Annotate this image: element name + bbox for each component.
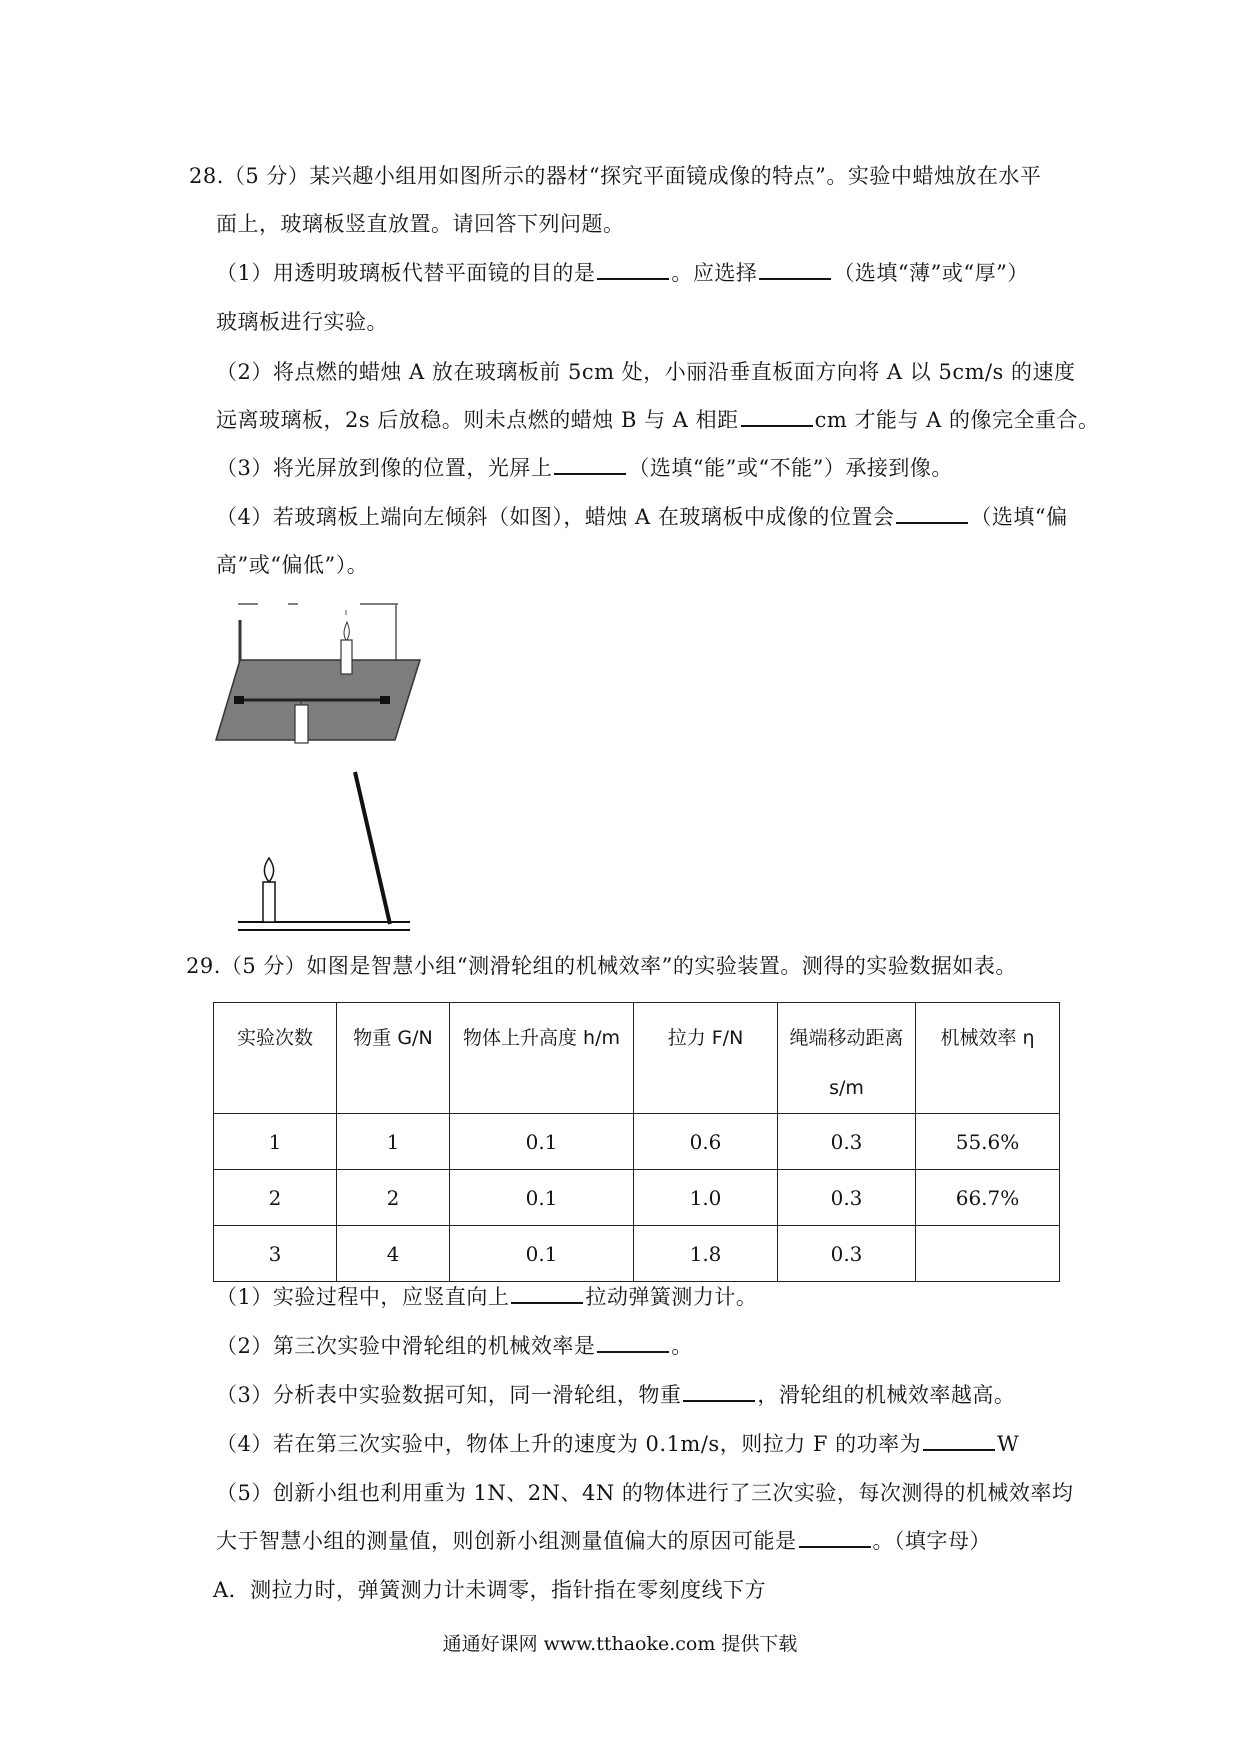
q29-part3-text-a: （3）分析表中实验数据可知，同一滑轮组，物重 [216, 1383, 682, 1407]
table-cell: 0.3 [778, 1226, 916, 1282]
q29-part3 [216, 1380, 1015, 1410]
q28-part3-text-a: （3）将光屏放到像的位置，光屏上 [216, 456, 553, 480]
q29-stem: 29.（5 分）如图是智慧小组“测滑轮组的机械效率”的实验装置。测得的实验数据如表。 [186, 954, 1017, 978]
page-footer: 通通好课网 www.tthaoke.com 提供下载 [442, 1633, 798, 1655]
answer-blank[interactable] [597, 1331, 669, 1353]
table-row [214, 1226, 1060, 1282]
q29-part1-text-a: （1）实验过程中，应竖直向上 [216, 1285, 510, 1309]
table-cell: 0.6 [634, 1114, 778, 1170]
q29-part5-text-b: 。（填字母） [872, 1529, 991, 1553]
answer-blank[interactable] [511, 1282, 583, 1304]
table-row [214, 1170, 1060, 1226]
efficiency-answer-cell[interactable] [916, 1226, 1060, 1282]
q28-part1-line2: 玻璃板进行实验。 [216, 310, 388, 334]
q29-option-a: A．测拉力时，弹簧测力计未调零，指针指在零刻度线下方 [213, 1578, 767, 1602]
q29-part4-text-a: （4）若在第三次实验中，物体上升的速度为 0.1m/s，则拉力 F 的功率为 [216, 1432, 922, 1456]
q28-stem-line2: 面上，玻璃板竖直放置。请回答下列问题。 [216, 212, 625, 236]
table-cell: 1.8 [634, 1226, 778, 1282]
mirror-experiment-figure [210, 600, 430, 750]
q29-part2 [216, 1331, 693, 1361]
q29-part5-line2 [216, 1526, 991, 1556]
q29-part3-text-b: ，滑轮组的机械效率越高。 [757, 1383, 1016, 1407]
q29-part2-text-b: 。 [671, 1334, 693, 1358]
answer-blank[interactable] [799, 1526, 871, 1548]
table-cell: 3 [214, 1226, 337, 1282]
table-cell: 0.3 [778, 1114, 916, 1170]
q28-part1-text-a: （1）用透明玻璃板代替平面镜的目的是 [216, 261, 596, 285]
q28-part4-text-b: （选填“偏 [970, 505, 1068, 529]
q28-part4-text-a: （4）若玻璃板上端向左倾斜（如图），蜡烛 A 在玻璃板中成像的位置会 [216, 505, 895, 529]
q29-part1 [216, 1282, 757, 1312]
tilted-plate-figure [230, 762, 420, 942]
q28-part4 [216, 502, 1068, 532]
q28-part2-line1: （2）将点燃的蜡烛 A 放在玻璃板前 5cm 处，小丽沿垂直板面方向将 A 以 5cm/s 的速度 [216, 360, 1076, 384]
table-cell: 66.7% [916, 1170, 1060, 1226]
table-cell: 2 [337, 1170, 450, 1226]
table-cell: 0.3 [778, 1170, 916, 1226]
table-header-row [214, 1003, 1060, 1114]
q28-part3-text-b: （选填“能”或“不能”）承接到像。 [628, 456, 953, 480]
q29-part5-line1: （5）创新小组也利用重为 1N、2N、4N 的物体进行了三次实验，每次测得的机械效率均 [216, 1481, 1074, 1505]
table-cell: 55.6% [916, 1114, 1060, 1170]
table-cell: 4 [337, 1226, 450, 1282]
answer-blank[interactable] [741, 405, 813, 427]
table-cell: 1.0 [634, 1170, 778, 1226]
q29-part5-text-a: 大于智慧小组的测量值，则创新小组测量值偏大的原因可能是 [216, 1529, 797, 1553]
answer-blank[interactable] [683, 1380, 755, 1402]
q29-part4 [216, 1429, 1019, 1459]
table-cell: 0.1 [450, 1114, 634, 1170]
table-cell: 2 [214, 1170, 337, 1226]
answer-blank[interactable] [554, 453, 626, 475]
q28-part4-line2: 高”或“偏低”）。 [216, 553, 369, 577]
table-cell: 0.1 [450, 1226, 634, 1282]
answer-blank[interactable] [923, 1429, 995, 1451]
table-row [214, 1114, 1060, 1170]
q28-part2-line2 [216, 405, 1100, 435]
q28-part2-text-b: cm 才能与 A 的像完全重合。 [814, 408, 1100, 432]
q28-part2-text-a: 远离玻璃板，2s 后放稳。则未点燃的蜡烛 B 与 A 相距 [216, 408, 739, 432]
table-header-cell: 实验次数 [214, 1003, 337, 1114]
data-table [213, 1002, 1060, 1282]
q29-part4-text-b: W [997, 1432, 1020, 1456]
answer-blank[interactable] [759, 258, 831, 280]
answer-blank[interactable] [597, 258, 669, 280]
table-header-cell: 拉力 F/N [634, 1003, 778, 1114]
q28-part1-text-b: 。应选择 [671, 261, 758, 285]
answer-blank[interactable] [896, 502, 968, 524]
table-header-cell: 物体上升高度 h/m [450, 1003, 634, 1114]
table-header-cell: 机械效率 η [916, 1003, 1060, 1114]
table-cell: 1 [214, 1114, 337, 1170]
q29-part2-text-a: （2）第三次实验中滑轮组的机械效率是 [216, 1334, 596, 1358]
table-cell: 0.1 [450, 1170, 634, 1226]
table-cell: 1 [337, 1114, 450, 1170]
q29-part1-text-b: 拉动弹簧测力计。 [585, 1285, 758, 1309]
q28-part1 [216, 258, 1029, 288]
table-header-cell: 物重 G/N [337, 1003, 450, 1114]
q28-part3 [216, 453, 953, 483]
q28-stem-line1: 28.（5 分）某兴趣小组用如图所示的器材“探究平面镜成像的特点”。实验中蜡烛放在水平 [189, 164, 1042, 188]
q28-part1-text-c: （选填“薄”或“厚”） [833, 261, 1029, 285]
table-header-cell: 绳端移动距离 s/m [778, 1003, 916, 1114]
